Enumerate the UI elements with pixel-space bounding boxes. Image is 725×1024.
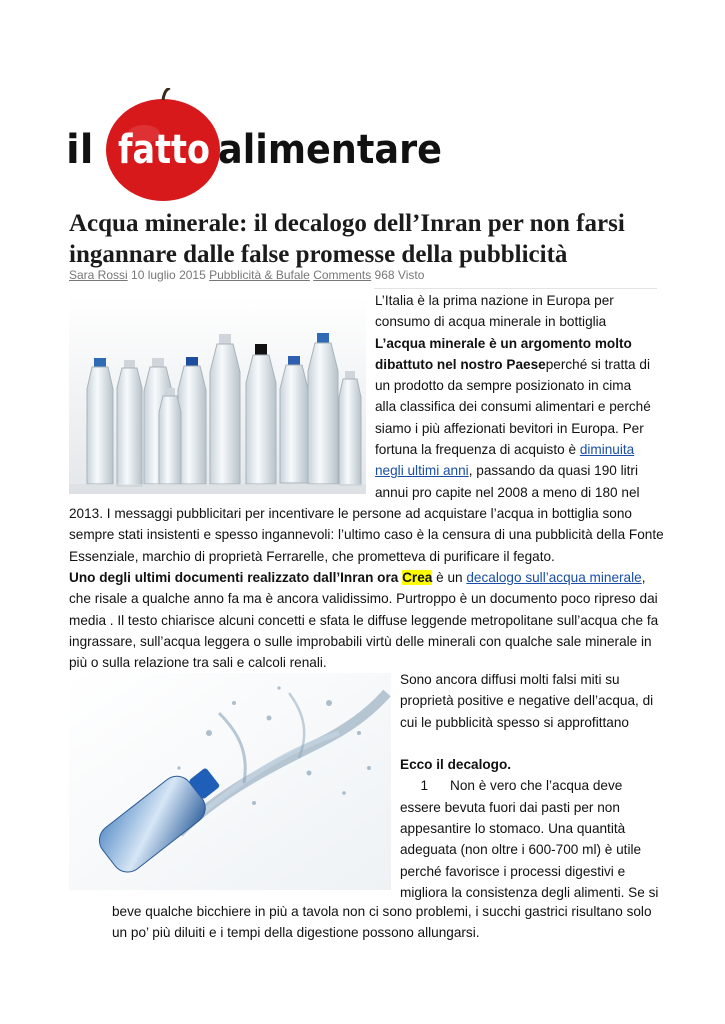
text-line: Uno degli ultimi documenti realizzato dall’Inran ora Crea è un decalogo sull’acqua minerale, <box>69 570 646 585</box>
text-line: migliora la consistenza degli alimenti. Se si <box>400 884 659 900</box>
section-heading: Ecco il decalogo. <box>400 757 512 773</box>
article-meta <box>69 268 424 282</box>
logo-word-alimentare: alimentare <box>218 127 442 173</box>
text-line: siamo i più affezionati bevitori in Europa. Per <box>375 420 644 436</box>
list-number: 1 <box>420 778 428 794</box>
text-line: un prodotto da sempre posizionato in cima <box>375 378 632 394</box>
article-headline: Acqua minerale: il decalogo dell’Inran per non farsi ingannare dalle false promesse della pubblicità <box>69 210 625 268</box>
site-logo[interactable] <box>66 88 446 203</box>
text-line: annui pro capite nel 2008 a meno di 180 nel <box>375 484 640 500</box>
text-line: negli ultimi anni, passando da quasi 190 litri <box>375 463 638 479</box>
text-line: sempre stati insistenti e spesso ingannevoli: l’ultimo caso è la censura di una pubblicità della Fonte <box>69 527 664 543</box>
text-line: proprietà positive e negative dell’acqua, di <box>400 693 654 709</box>
text-line: essere bevuta fuori dai pasti per non <box>400 799 620 815</box>
text-line <box>400 733 657 754</box>
text-line: alla classifica dei consumi alimentari e perché <box>375 399 651 415</box>
link-decalogo[interactable]: decalogo sull’acqua minerale <box>466 570 642 585</box>
text-line: fortuna la frequenza di acquisto è diminuita <box>375 442 635 458</box>
text-line: L’Italia è la prima nazione in Europa per <box>375 293 614 308</box>
paragraph-intro-cont <box>69 503 664 567</box>
link-negli-ultimi-anni[interactable]: negli ultimi anni <box>375 463 469 479</box>
view-count: 968 Visto <box>374 268 425 282</box>
text-line: Essenziale, marchio di proprietà Ferrarelle, che prometteva di purificare il fegato. <box>69 548 555 564</box>
category-link[interactable]: Pubblicità & Bufale <box>209 268 310 282</box>
text-line: che risale a qualche anno fa ma è ancora validissimo. Purtroppo è un documento poco ripreso dai <box>69 591 658 607</box>
text-line: adeguata (non oltre i 600-700 ml) è utile <box>400 842 642 858</box>
water-splash-bottle-photo <box>69 673 391 890</box>
text-line: beve qualche bicchiere in più a tavola non ci sono problemi, i succhi gastrici risultano solo <box>112 904 652 919</box>
text-line: 2013. I messaggi pubblicitari per incentivare le persone ad acquistare l’acqua in bottiglia sono <box>69 506 632 521</box>
text-line: cui le pubblicità spesso si approfittano <box>400 714 629 730</box>
text-line: Sono ancora diffusi molti falsi miti su <box>400 672 620 687</box>
link-diminuita[interactable]: diminuita <box>579 442 635 458</box>
highlight-crea: Crea <box>402 570 433 585</box>
water-bottles-photo <box>69 296 366 494</box>
text-line: media . Il testo chiarisce alcuni concetti e sfata le diffuse leggende metropolitane sull’acqua che fa <box>69 612 659 628</box>
paragraph-decalogo-item1-cont <box>112 901 658 944</box>
text-line: consumo di acqua minerale in bottiglia <box>375 314 607 330</box>
text-line: appesantire lo stomaco. Una quantità <box>400 821 626 837</box>
text-line: un po’ più diluiti e i tempi della digestione possono allungarsi. <box>112 925 480 941</box>
paragraph-miti <box>400 669 657 903</box>
comments-link[interactable]: Comments <box>313 268 372 282</box>
text-line: più o sulla relazione tra sali e calcoli renali. <box>69 655 327 671</box>
text-line: L’acqua minerale è un argomento molto <box>375 335 632 351</box>
text-line: perché favorisce i processi digestivi e <box>400 863 626 879</box>
paragraph-decalogo <box>69 567 658 673</box>
publish-date: 10 luglio 2015 <box>131 268 206 282</box>
list-item: 1 Non è vero che l’acqua deve <box>400 775 657 796</box>
author-link[interactable]: Sara Rossi <box>69 268 128 282</box>
divider <box>374 288 657 289</box>
logo-word-fatto: fatto <box>118 127 210 173</box>
paragraph-intro <box>375 290 656 503</box>
logo-word-il: il <box>66 127 94 173</box>
text-line: dibattuto nel nostro Paeseperché si tratta di <box>375 356 650 372</box>
text-line: ingrassare, sull’acqua leggera o sulle improbabili virtù delle minerali con qualche sale minerale in <box>69 633 652 649</box>
